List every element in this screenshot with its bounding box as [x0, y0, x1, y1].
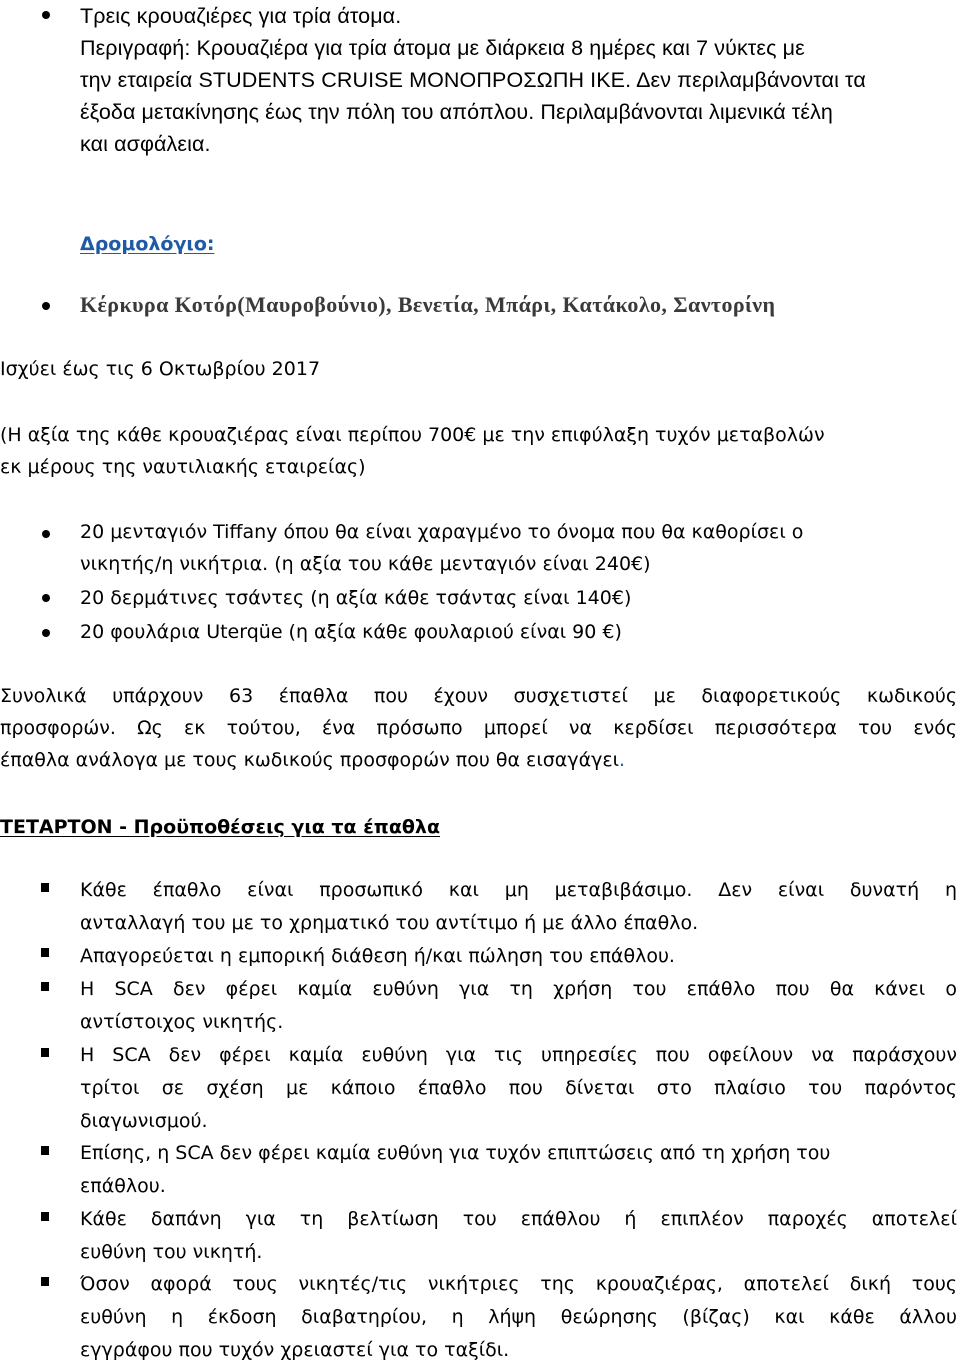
itinerary-route: Κέρκυρα Κοτόρ(Μαυροβούνιο), Βενετία, Μπάρι, Κατάκολο, Σαντορίνη — [80, 292, 776, 317]
cruise-description-line: έξοδα μετακίνησης έως την πόλη του απόπλου. Περιλαμβάνονται λιμενικά τέλη — [80, 100, 833, 124]
bullet-dot-icon — [42, 594, 50, 602]
bullet-square-icon — [41, 1277, 49, 1286]
prize-item-line: 20 δερμάτινες τσάντες (η αξία κάθε τσάντας είναι 140€) — [80, 587, 632, 609]
prizes-summary-line — [0, 747, 625, 773]
bullet-square-icon — [41, 982, 49, 991]
bullet-dot-icon — [42, 530, 50, 538]
condition-line: Η SCA δεν φέρει καμία ευθύνη για τις υπηρεσίες που οφείλουν να παράσχουν — [80, 1044, 957, 1066]
cruise-description-line: την εταιρεία STUDENTS CRUISE ΜΟΝΟΠΡΟΣΩΠΗ ΙΚΕ. Δεν περιλαμβάνονται τα — [80, 68, 866, 92]
prize-item-line: 20 φουλάρια Uterqüe (η αξία κάθε φουλαριού είναι 90 €) — [80, 621, 622, 643]
cruise-bullet-text: Τρεις κρουαζιέρες για τρία άτομα. — [80, 4, 402, 28]
itinerary-validity: Ισχύει έως τις 6 Οκτωβρίου 2017 — [0, 358, 321, 380]
conditions-heading: ΤΕΤΑΡΤΟΝ - Προϋποθέσεις για τα έπαθλα — [0, 816, 441, 838]
condition-line: αντίστοιχος νικητής. — [80, 1011, 284, 1033]
condition-line: διαγωνισμού. — [80, 1110, 208, 1132]
bullet-square-icon — [41, 1212, 49, 1221]
condition-line: τρίτοι σε σχέση με κάποιο έπαθλο που δίνεται στο πλαίσιο του παρόντος — [80, 1077, 957, 1099]
bullet-square-icon — [41, 1146, 49, 1155]
condition-line: Επίσης, η SCA δεν φέρει καμία ευθύνη για τυχόν επιπτώσεις από τη χρήση του — [80, 1142, 831, 1164]
condition-line: ανταλλαγή του με το χρηματικό του αντίτιμο ή με άλλο έπαθλο. — [80, 912, 699, 934]
prizes-summary-line: προσφορών. Ως εκ τούτου, ένα πρόσωπο μπορεί να κερδίσει περισσότερα του ενός — [0, 717, 957, 739]
prize-item-line: 20 μενταγιόν Tiffany όπου θα είναι χαραγμένο το όνομα που θα καθορίσει ο — [80, 521, 804, 543]
cruise-description-line: και ασφάλεια. — [80, 132, 211, 156]
prize-item-line: νικητής/η νικήτρια. (η αξία του κάθε μενταγιόν είναι 240€) — [80, 553, 651, 575]
condition-line: εγγράφου που τυχόν χρειαστεί για το ταξίδι. — [80, 1339, 510, 1361]
cruise-description-line: Περιγραφή: Κρουαζιέρα για τρία άτομα με διάρκεια 8 ημέρες και 7 νύκτες με — [80, 36, 805, 60]
itinerary-value-note-line: (Η αξία της κάθε κρουαζιέρας είναι περίπου 700€ με την επιφύλαξη τυχόν μεταβολών — [0, 424, 825, 446]
condition-line: ευθύνη του νικητή. — [80, 1241, 263, 1263]
condition-line: Κάθε δαπάνη για τη βελτίωση του επάθλου ή επιπλέον παροχές αποτελεί — [80, 1208, 957, 1230]
prizes-summary-period: . — [619, 749, 626, 771]
prizes-summary-text: έπαθλα ανάλογα με τους κωδικούς προσφορών που θα εισαγάγει — [0, 749, 620, 771]
itinerary-heading: Δρομολόγιο: — [80, 233, 215, 255]
bullet-square-icon — [41, 1048, 49, 1057]
bullet-dot-icon — [42, 629, 50, 637]
itinerary-value-note-line: εκ μέρους της ναυτιλιακής εταιρείας) — [0, 456, 366, 478]
prizes-summary-line: Συνολικά υπάρχουν 63 έπαθλα που έχουν συσχετιστεί με διαφορετικούς κωδικούς — [0, 685, 957, 707]
bullet-dot-icon — [42, 11, 50, 19]
condition-line: Κάθε έπαθλο είναι προσωπικό και μη μεταβιβάσιμο. Δεν είναι δυνατή η — [80, 879, 957, 901]
condition-line: ευθύνη η έκδοση διαβατηρίου, η λήψη θεώρησης (βίζας) και κάθε άλλου — [80, 1306, 957, 1328]
bullet-square-icon — [41, 948, 49, 957]
condition-line: Όσον αφορά τους νικητές/τις νικήτριες της κρουαζιέρας, αποτελεί δική τους — [80, 1273, 957, 1295]
condition-line: Απαγορεύεται η εμπορική διάθεση ή/και πώληση του επάθλου. — [80, 945, 675, 967]
bullet-square-icon — [41, 883, 49, 892]
condition-line: Η SCA δεν φέρει καμία ευθύνη για τη χρήση του επάθλο που θα κάνει ο — [80, 978, 957, 1000]
condition-line: επάθλου. — [80, 1175, 166, 1197]
bullet-dot-icon — [42, 302, 50, 310]
